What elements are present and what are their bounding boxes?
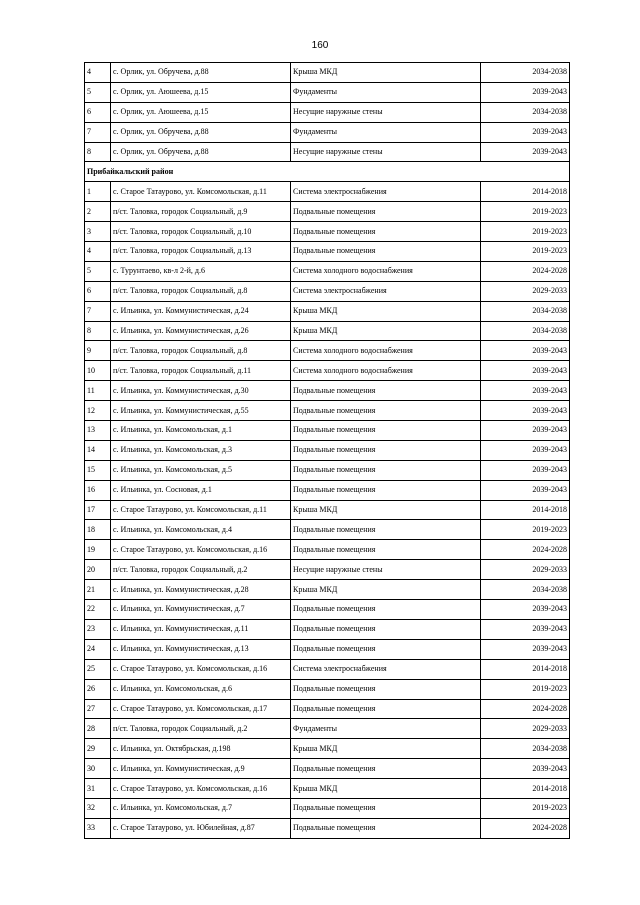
- system-cell: Крыша МКД: [291, 500, 481, 520]
- table-row: [85, 341, 570, 361]
- table-row: [85, 102, 570, 122]
- period-cell: 2034-2038: [481, 321, 570, 341]
- period-cell: 2039-2043: [481, 381, 570, 401]
- system-cell: Подвальные помещения: [291, 818, 481, 838]
- row-number-cell: 6: [85, 281, 111, 301]
- address-cell: с. Ильинка, ул. Сосновая, д.1: [111, 480, 291, 500]
- period-cell: 2024-2028: [481, 261, 570, 281]
- row-number-cell: 10: [85, 361, 111, 381]
- system-cell: Подвальные помещения: [291, 222, 481, 242]
- period-cell: 2039-2043: [481, 421, 570, 441]
- address-cell: п/ст. Таловка, городок Социальный, д.8: [111, 341, 291, 361]
- period-cell: 2024-2028: [481, 540, 570, 560]
- table-row: [85, 560, 570, 580]
- system-cell: Подвальные помещения: [291, 759, 481, 779]
- period-cell: 2039-2043: [481, 142, 570, 162]
- table-row: [85, 759, 570, 779]
- table-row: [85, 619, 570, 639]
- table-row: [85, 122, 570, 142]
- system-cell: Система холодного водоснабжения: [291, 361, 481, 381]
- row-number-cell: 28: [85, 719, 111, 739]
- row-number-cell: 25: [85, 659, 111, 679]
- period-cell: 2024-2028: [481, 818, 570, 838]
- section-row: [85, 162, 570, 182]
- table-row: [85, 500, 570, 520]
- system-cell: Подвальные помещения: [291, 242, 481, 262]
- row-number-cell: 23: [85, 619, 111, 639]
- period-cell: 2039-2043: [481, 480, 570, 500]
- row-number-cell: 27: [85, 699, 111, 719]
- address-cell: с. Орлик, ул. Аюшеева, д.15: [111, 102, 291, 122]
- address-cell: п/ст. Таловка, городок Социальный, д.13: [111, 242, 291, 262]
- table-row: [85, 182, 570, 202]
- row-number-cell: 8: [85, 142, 111, 162]
- table-row: [85, 460, 570, 480]
- table-row: [85, 540, 570, 560]
- table-row: [85, 679, 570, 699]
- period-cell: 2034-2038: [481, 301, 570, 321]
- table-row: [85, 281, 570, 301]
- row-number-cell: 13: [85, 421, 111, 441]
- repair-schedule-table: [84, 62, 570, 839]
- period-cell: 2019-2023: [481, 520, 570, 540]
- table-row: [85, 421, 570, 441]
- system-cell: Несущие наружные стены: [291, 560, 481, 580]
- row-number-cell: 14: [85, 440, 111, 460]
- system-cell: Подвальные помещения: [291, 619, 481, 639]
- period-cell: 2039-2043: [481, 122, 570, 142]
- row-number-cell: 5: [85, 261, 111, 281]
- row-number-cell: 24: [85, 639, 111, 659]
- system-cell: Подвальные помещения: [291, 421, 481, 441]
- address-cell: с. Старое Татаурово, ул. Юбилейная, д.87: [111, 818, 291, 838]
- system-cell: Подвальные помещения: [291, 798, 481, 818]
- table-row: [85, 480, 570, 500]
- system-cell: Крыша МКД: [291, 580, 481, 600]
- system-cell: Подвальные помещения: [291, 460, 481, 480]
- address-cell: с. Ильинка, ул. Коммунистическая, д.24: [111, 301, 291, 321]
- address-cell: с. Ильинка, ул. Комсомольская, д.1: [111, 421, 291, 441]
- row-number-cell: 29: [85, 739, 111, 759]
- row-number-cell: 7: [85, 301, 111, 321]
- table-row: [85, 600, 570, 620]
- period-cell: 2014-2018: [481, 182, 570, 202]
- table-row: [85, 739, 570, 759]
- table-row: [85, 580, 570, 600]
- address-cell: с. Орлик, ул. Обручева, д.88: [111, 142, 291, 162]
- period-cell: 2034-2038: [481, 63, 570, 83]
- row-number-cell: 26: [85, 679, 111, 699]
- row-number-cell: 20: [85, 560, 111, 580]
- table-row: [85, 261, 570, 281]
- system-cell: Подвальные помещения: [291, 540, 481, 560]
- address-cell: с. Ильинка, ул. Коммунистическая, д.55: [111, 401, 291, 421]
- row-number-cell: 32: [85, 798, 111, 818]
- period-cell: 2014-2018: [481, 500, 570, 520]
- address-cell: с. Старое Татаурово, ул. Комсомольская, д.16: [111, 659, 291, 679]
- table-row: [85, 321, 570, 341]
- table-row: [85, 719, 570, 739]
- row-number-cell: 30: [85, 759, 111, 779]
- period-cell: 2039-2043: [481, 619, 570, 639]
- period-cell: 2029-2033: [481, 281, 570, 301]
- row-number-cell: 11: [85, 381, 111, 401]
- table-row: [85, 301, 570, 321]
- table-row: [85, 361, 570, 381]
- system-cell: Несущие наружные стены: [291, 102, 481, 122]
- period-cell: 2024-2028: [481, 699, 570, 719]
- system-cell: Несущие наружные стены: [291, 142, 481, 162]
- row-number-cell: 7: [85, 122, 111, 142]
- row-number-cell: 4: [85, 242, 111, 262]
- address-cell: с. Орлик, ул. Обручева, д.88: [111, 122, 291, 142]
- period-cell: 2039-2043: [481, 82, 570, 102]
- system-cell: Подвальные помещения: [291, 639, 481, 659]
- period-cell: 2039-2043: [481, 639, 570, 659]
- row-number-cell: 4: [85, 63, 111, 83]
- table-row: [85, 401, 570, 421]
- table-row: [85, 82, 570, 102]
- system-cell: Подвальные помещения: [291, 381, 481, 401]
- table-row: [85, 659, 570, 679]
- system-cell: Крыша МКД: [291, 779, 481, 799]
- table-row: [85, 798, 570, 818]
- row-number-cell: 17: [85, 500, 111, 520]
- system-cell: Подвальные помещения: [291, 480, 481, 500]
- address-cell: п/ст. Таловка, городок Социальный, д.2: [111, 719, 291, 739]
- address-cell: с. Старое Татаурово, ул. Комсомольская, д.17: [111, 699, 291, 719]
- system-cell: Фундаменты: [291, 82, 481, 102]
- period-cell: 2039-2043: [481, 440, 570, 460]
- row-number-cell: 22: [85, 600, 111, 620]
- period-cell: 2029-2033: [481, 719, 570, 739]
- period-cell: 2039-2043: [481, 341, 570, 361]
- address-cell: с. Ильинка, ул. Коммунистическая, д.7: [111, 600, 291, 620]
- row-number-cell: 15: [85, 460, 111, 480]
- period-cell: 2019-2023: [481, 222, 570, 242]
- address-cell: с. Старое Татаурово, ул. Комсомольская, д.11: [111, 500, 291, 520]
- system-cell: Система электроснабжения: [291, 659, 481, 679]
- period-cell: 2014-2018: [481, 779, 570, 799]
- address-cell: п/ст. Таловка, городок Социальный, д.10: [111, 222, 291, 242]
- address-cell: с. Орлик, ул. Обручева, д.88: [111, 63, 291, 83]
- period-cell: 2019-2023: [481, 202, 570, 222]
- period-cell: 2019-2023: [481, 679, 570, 699]
- row-number-cell: 5: [85, 82, 111, 102]
- system-cell: Крыша МКД: [291, 301, 481, 321]
- table-row: [85, 381, 570, 401]
- address-cell: с. Орлик, ул. Аюшеева, д.15: [111, 82, 291, 102]
- row-number-cell: 18: [85, 520, 111, 540]
- system-cell: Подвальные помещения: [291, 440, 481, 460]
- row-number-cell: 33: [85, 818, 111, 838]
- system-cell: Подвальные помещения: [291, 520, 481, 540]
- system-cell: Подвальные помещения: [291, 699, 481, 719]
- address-cell: с. Ильинка, ул. Комсомольская, д.7: [111, 798, 291, 818]
- system-cell: Фундаменты: [291, 719, 481, 739]
- period-cell: 2029-2033: [481, 560, 570, 580]
- section-title: Прибайкальский район: [85, 162, 570, 182]
- table-row: [85, 440, 570, 460]
- system-cell: Система холодного водоснабжения: [291, 261, 481, 281]
- address-cell: с. Ильинка, ул. Комсомольская, д.3: [111, 440, 291, 460]
- period-cell: 2034-2038: [481, 739, 570, 759]
- period-cell: 2019-2023: [481, 242, 570, 262]
- page-number: 160: [311, 40, 329, 51]
- address-cell: с. Турунтаево, кв-л 2-й, д.6: [111, 261, 291, 281]
- address-cell: п/ст. Таловка, городок Социальный, д.11: [111, 361, 291, 381]
- table-row: [85, 520, 570, 540]
- address-cell: с. Ильинка, ул. Комсомольская, д.6: [111, 679, 291, 699]
- address-cell: с. Ильинка, ул. Коммунистическая, д.9: [111, 759, 291, 779]
- system-cell: Система электроснабжения: [291, 182, 481, 202]
- period-cell: 2039-2043: [481, 600, 570, 620]
- table-row: [85, 639, 570, 659]
- system-cell: Крыша МКД: [291, 321, 481, 341]
- system-cell: Подвальные помещения: [291, 600, 481, 620]
- address-cell: п/ст. Таловка, городок Социальный, д.2: [111, 560, 291, 580]
- row-number-cell: 12: [85, 401, 111, 421]
- period-cell: 2034-2038: [481, 580, 570, 600]
- system-cell: Подвальные помещения: [291, 202, 481, 222]
- address-cell: с. Ильинка, ул. Коммунистическая, д.30: [111, 381, 291, 401]
- period-cell: 2019-2023: [481, 798, 570, 818]
- period-cell: 2039-2043: [481, 460, 570, 480]
- table-row: [85, 142, 570, 162]
- row-number-cell: 31: [85, 779, 111, 799]
- system-cell: Крыша МКД: [291, 63, 481, 83]
- system-cell: Фундаменты: [291, 122, 481, 142]
- table-row: [85, 242, 570, 262]
- system-cell: Система электроснабжения: [291, 281, 481, 301]
- row-number-cell: 2: [85, 202, 111, 222]
- address-cell: с. Ильинка, ул. Коммунистическая, д.11: [111, 619, 291, 639]
- address-cell: с. Ильинка, ул. Октябрьская, д.198: [111, 739, 291, 759]
- row-number-cell: 3: [85, 222, 111, 242]
- period-cell: 2039-2043: [481, 361, 570, 381]
- table-row: [85, 779, 570, 799]
- row-number-cell: 21: [85, 580, 111, 600]
- row-number-cell: 16: [85, 480, 111, 500]
- row-number-cell: 1: [85, 182, 111, 202]
- table-body: [85, 63, 570, 839]
- address-cell: с. Ильинка, ул. Коммунистическая, д.28: [111, 580, 291, 600]
- address-cell: с. Ильинка, ул. Комсомольская, д.5: [111, 460, 291, 480]
- address-cell: с. Ильинка, ул. Коммунистическая, д.13: [111, 639, 291, 659]
- table-row: [85, 222, 570, 242]
- system-cell: Система холодного водоснабжения: [291, 341, 481, 361]
- period-cell: 2034-2038: [481, 102, 570, 122]
- address-cell: п/ст. Таловка, городок Социальный, д.8: [111, 281, 291, 301]
- table-row: [85, 63, 570, 83]
- address-cell: с. Ильинка, ул. Коммунистическая, д.26: [111, 321, 291, 341]
- table-row: [85, 699, 570, 719]
- address-cell: с. Старое Татаурово, ул. Комсомольская, д.16: [111, 540, 291, 560]
- period-cell: 2039-2043: [481, 759, 570, 779]
- table-row: [85, 818, 570, 838]
- address-cell: п/ст. Таловка, городок Социальный, д.9: [111, 202, 291, 222]
- period-cell: 2039-2043: [481, 401, 570, 421]
- system-cell: Подвальные помещения: [291, 401, 481, 421]
- row-number-cell: 9: [85, 341, 111, 361]
- row-number-cell: 8: [85, 321, 111, 341]
- table-row: [85, 202, 570, 222]
- period-cell: 2014-2018: [481, 659, 570, 679]
- address-cell: с. Ильинка, ул. Комсомольская, д.4: [111, 520, 291, 540]
- system-cell: Крыша МКД: [291, 739, 481, 759]
- row-number-cell: 6: [85, 102, 111, 122]
- address-cell: с. Старое Татаурово, ул. Комсомольская, д.11: [111, 182, 291, 202]
- system-cell: Подвальные помещения: [291, 679, 481, 699]
- row-number-cell: 19: [85, 540, 111, 560]
- address-cell: с. Старое Татаурово, ул. Комсомольская, д.16: [111, 779, 291, 799]
